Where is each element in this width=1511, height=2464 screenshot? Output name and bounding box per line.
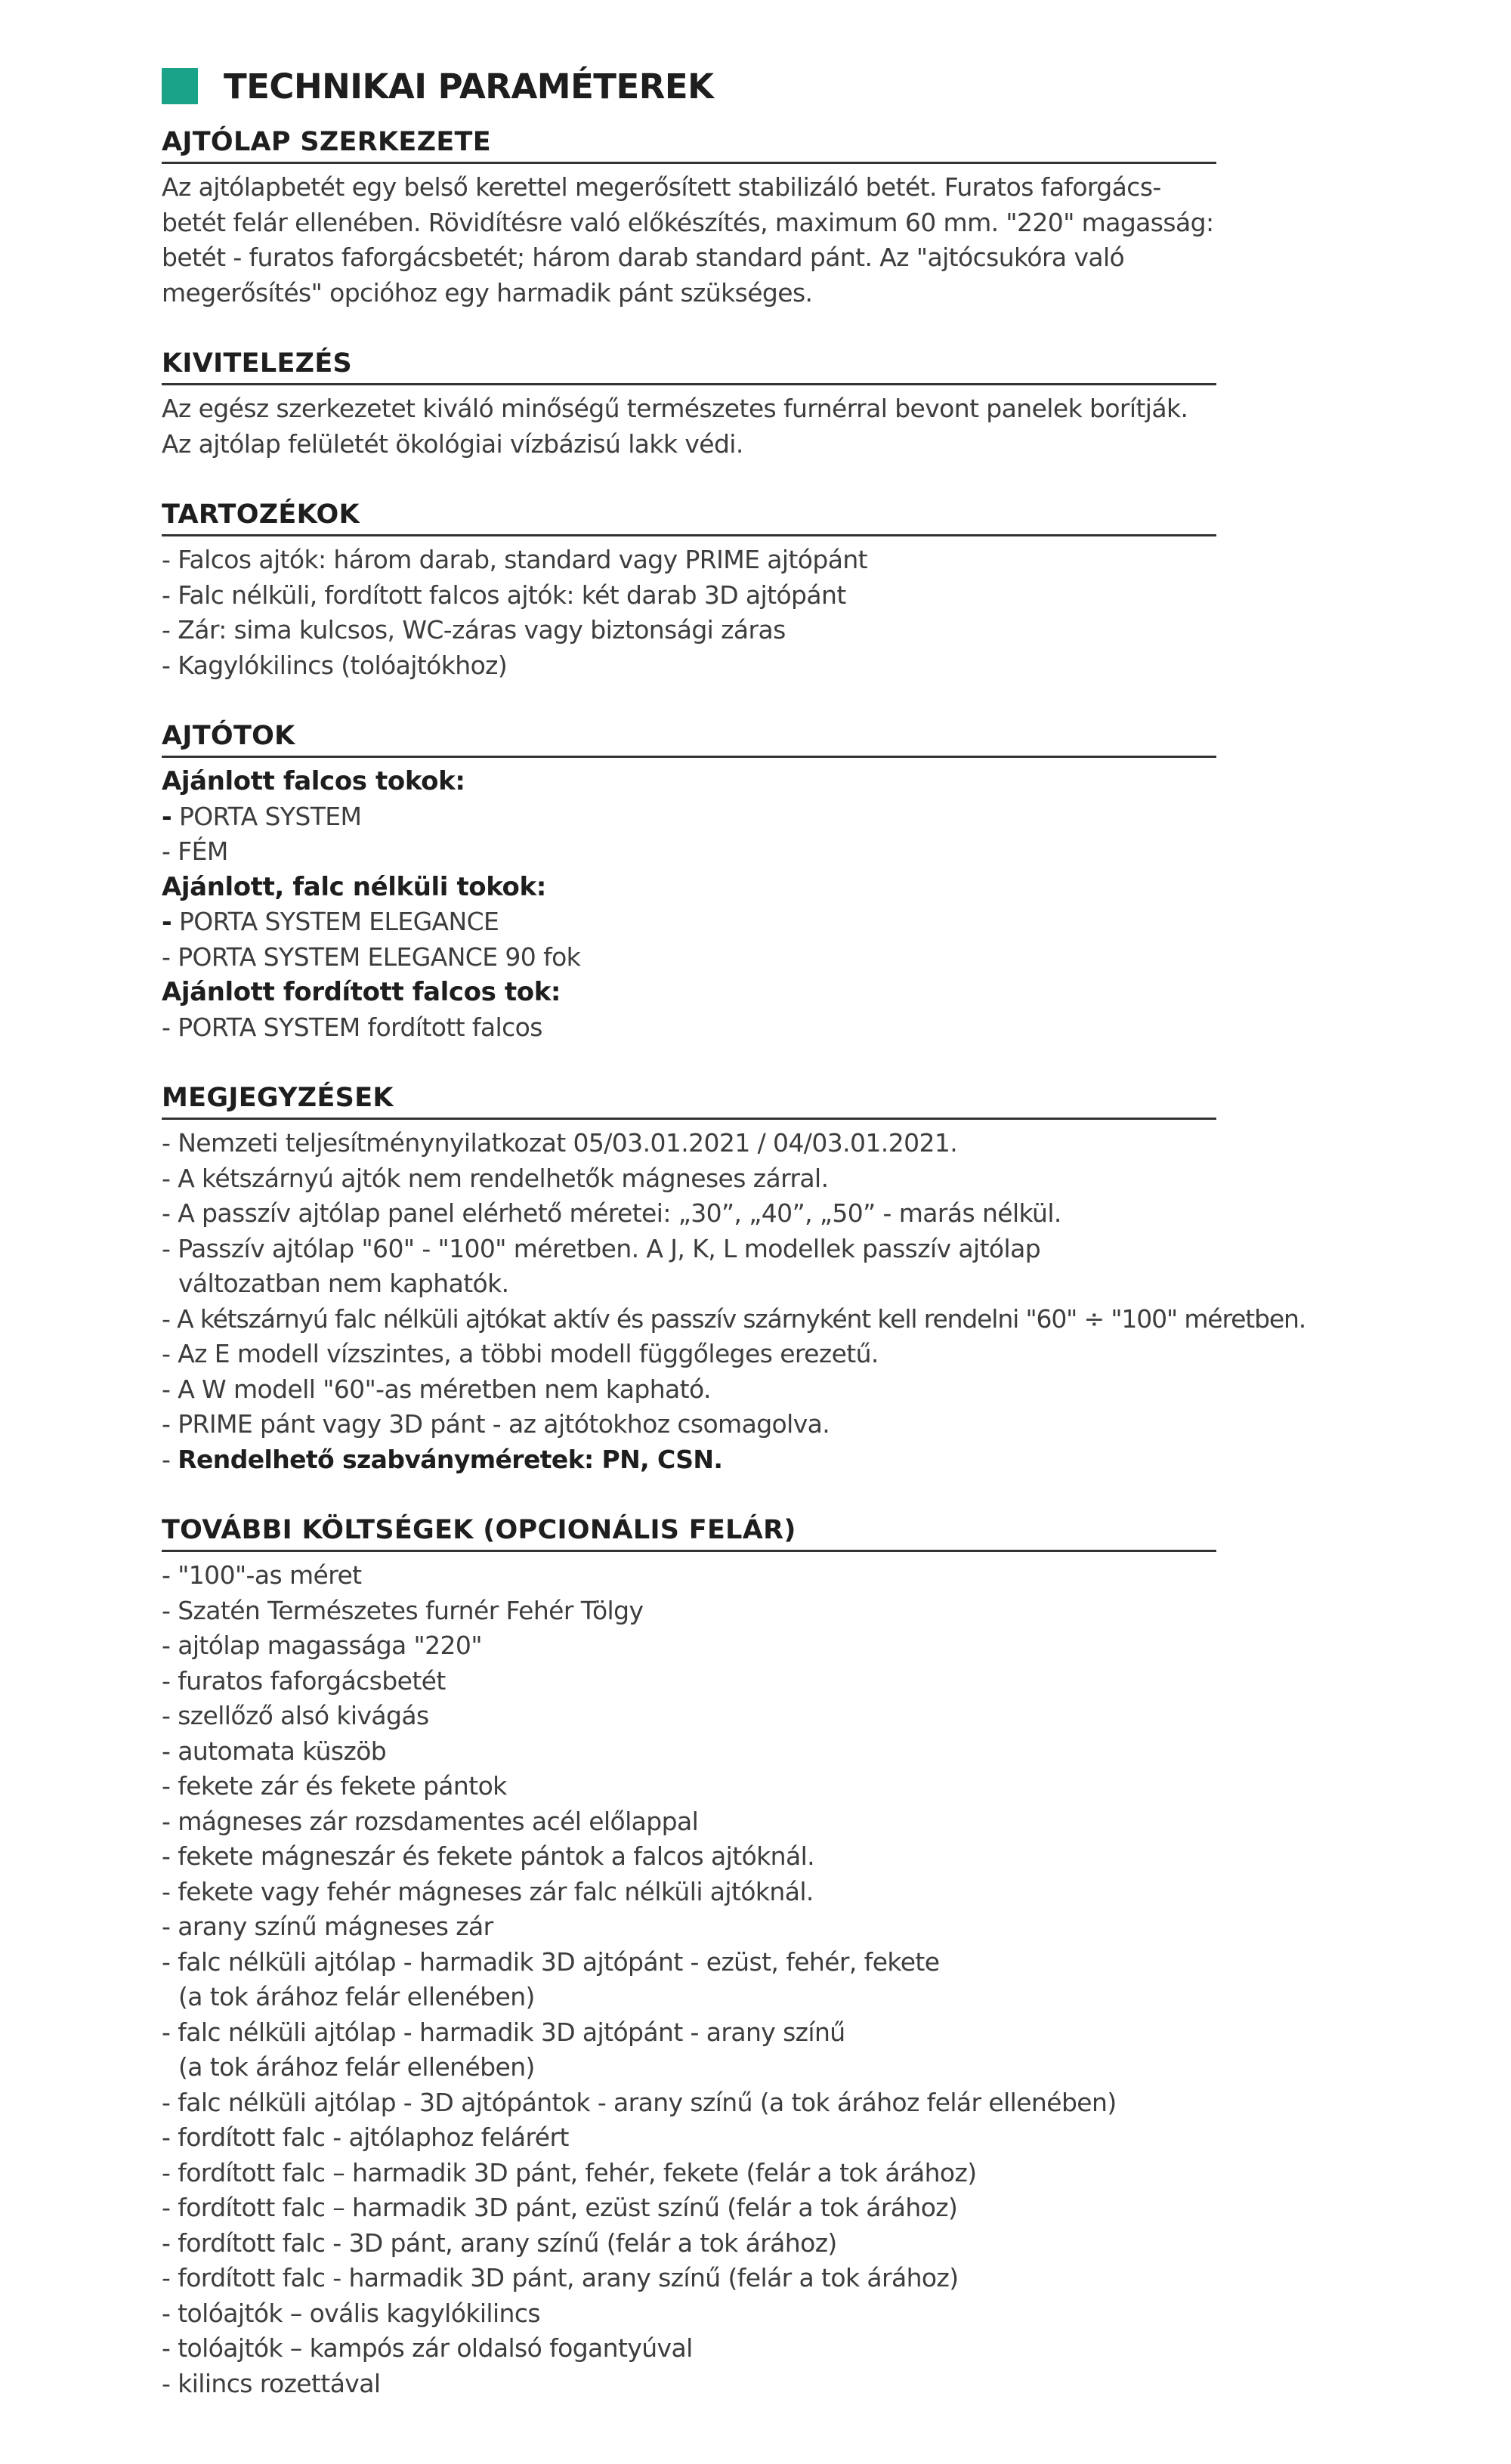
list-item: - automata küszöb	[162, 1736, 387, 1766]
list-item: - falc nélküli ajtólap - harmadik 3D ajtópánt - ezüst, fehér, fekete	[162, 1946, 940, 1977]
list-item: - kilincs rozettával	[162, 2368, 381, 2398]
paragraph-line: Az egész szerkezetet kiváló minőségű természetes furnérral bevont panelek borítják.	[162, 394, 1188, 423]
paragraph-line: betét - furatos faforgácsbetét; három darab standard pánt. Az "ajtócsukóra való	[162, 243, 1125, 272]
list-item: - fekete zár és fekete pántok	[162, 1771, 507, 1801]
list-item	[162, 799, 1216, 835]
list-item: - Kagylókilincs (tolóajtókhoz)	[162, 650, 508, 680]
list-item: - fordított falc - 3D pánt, arany színű (felár a tok árához)	[162, 2227, 837, 2258]
section-heading: AJTÓTOK	[162, 719, 1216, 758]
section-heading: TOVÁBBI KÖLTSÉGEK (OPCIONÁLIS FELÁR)	[162, 1513, 1216, 1552]
paragraph-line: betét felár ellenében. Rövidítésre való előkészítés, maximum 60 mm. "220" magasság:	[162, 207, 1214, 237]
list-item: - Zár: sima kulcsos, WC-záras vagy biztonsági záras	[162, 615, 786, 645]
list-item: - fordított falc – harmadik 3D pánt, fehér, fekete (felár a tok árához)	[162, 2157, 977, 2187]
accent-square-icon	[162, 68, 198, 104]
list-item-text: PORTA SYSTEM	[171, 801, 362, 831]
list-item-continuation: változatban nem kaphatók.	[178, 1269, 509, 1298]
list-item: - Passzív ajtólap "60" - "100" méretben. A J, K, L modellek passzív ajtólap	[162, 1233, 1041, 1263]
list-item: - A W modell "60"-as méretben nem kapható.	[162, 1374, 711, 1404]
list-item	[162, 1442, 1216, 1478]
section-accessories	[162, 498, 1216, 683]
list-item: - Az E modell vízszintes, a többi modell függőleges erezetű.	[162, 1339, 879, 1368]
list-item-continuation: (a tok árához felár ellenében)	[178, 2052, 535, 2082]
list-item: - tolóajtók – ovális kagylókilincs	[162, 2298, 541, 2328]
list-item-text: PORTA SYSTEM ELEGANCE	[171, 907, 499, 936]
page-title: TECHNIKAI PARAMÉTEREK	[224, 66, 714, 107]
list-item	[162, 904, 1216, 940]
list-item: - fordított falc - ajtólaphoz felárért	[162, 2122, 569, 2152]
section-notes	[162, 1081, 1306, 1477]
title-row	[162, 65, 1216, 107]
list-item-continuation: (a tok árához felár ellenében)	[178, 1982, 535, 2011]
list-item: - Szatén Természetes furnér Fehér Tölgy	[162, 1595, 644, 1625]
list-item: - fekete vagy fehér mágneses zár falc nélküli ajtóknál.	[162, 1876, 814, 1906]
list-item: - Falc nélküli, fordított falcos ajtók: két darab 3D ajtópánt	[162, 580, 846, 610]
paragraph-line: Az ajtólap felületét ökológiai vízbázisú lakk védi.	[162, 428, 743, 459]
list-item: - szellőző alsó kivágás	[162, 1701, 429, 1730]
section-heading: TARTOZÉKOK	[162, 498, 1216, 536]
section-door-structure	[162, 125, 1216, 311]
list-item: - furatos faforgácsbetét	[162, 1665, 446, 1696]
list-item: - fordított falc – harmadik 3D pánt, ezüst színű (felár a tok árához)	[162, 2193, 958, 2222]
list-item: - ajtólap magassága "220"	[162, 1631, 482, 1660]
list-item: - Nemzeti teljesítménynyilatkozat 05/03.01.2021 / 04/03.01.2021.	[162, 1128, 958, 1158]
section-heading: MEGJEGYZÉSEK	[162, 1081, 1216, 1120]
section-finish	[162, 347, 1216, 462]
list-item: - fekete mágneszár és fekete pántok a falcos ajtóknál.	[162, 1841, 815, 1871]
dash: -	[162, 1444, 178, 1474]
list-item: - PORTA SYSTEM fordított falcos	[162, 1012, 542, 1042]
subheading-reverse-frames: Ajánlott fordított falcos tok:	[162, 977, 561, 1007]
standard-sizes-text: Rendelhető szabványméretek: PN, CSN.	[178, 1444, 723, 1474]
dash: -	[162, 801, 172, 831]
list-item: - PORTA SYSTEM ELEGANCE 90 fok	[162, 941, 581, 972]
section-heading: AJTÓLAP SZERKEZETE	[162, 125, 1216, 164]
section-door-frames	[162, 719, 1216, 1045]
paragraph-line: Az ajtólapbetét egy belső kerettel megerősített stabilizáló betét. Furatos faforgács-	[162, 172, 1161, 202]
list-item: - A kétszárnyú ajtók nem rendelhetők mágneses zárral.	[162, 1163, 829, 1193]
list-item: - falc nélküli ajtólap - 3D ajtópántok - arany színű (a tok árához felár ellenében)	[162, 2087, 1117, 2117]
list-item: - falc nélküli ajtólap - harmadik 3D ajtópánt - arany színű	[162, 2017, 845, 2047]
list-item: - tolóajtók – kampós zár oldalsó fogantyúval	[162, 2333, 693, 2363]
list-item: - fordított falc - harmadik 3D pánt, arany színű (felár a tok árához)	[162, 2263, 959, 2292]
subheading-flush-frames: Ajánlott, falc nélküli tokok:	[162, 871, 546, 902]
list-item: - A kétszárnyú falc nélküli ajtókat aktív és passzív szárnyként kell rendelni "60" ÷ "100" méretben.	[162, 1303, 1306, 1334]
document-page	[162, 65, 1306, 2401]
list-item: - mágneses zár rozsdamentes acél előlappal	[162, 1806, 699, 1836]
list-item: - A passzív ajtólap panel elérhető méretei: „30”, „40”, „50” - marás nélkül.	[162, 1198, 1061, 1228]
dash: -	[162, 907, 172, 936]
list-item: - Falcos ajtók: három darab, standard vagy PRIME ajtópánt	[162, 545, 867, 574]
paragraph-line: megerősítés" opcióhoz egy harmadik pánt szükséges.	[162, 277, 813, 308]
list-item: - "100"-as méret	[162, 1560, 362, 1590]
subheading-rebated-frames: Ajánlott falcos tokok:	[162, 766, 465, 796]
section-extra-costs	[162, 1513, 1216, 2401]
list-item: - FÉM	[162, 836, 228, 866]
section-heading: KIVITELEZÉS	[162, 347, 1216, 385]
list-item: - PRIME pánt vagy 3D pánt - az ajtótokhoz csomagolva.	[162, 1409, 830, 1439]
list-item: - arany színű mágneses zár	[162, 1912, 493, 1941]
